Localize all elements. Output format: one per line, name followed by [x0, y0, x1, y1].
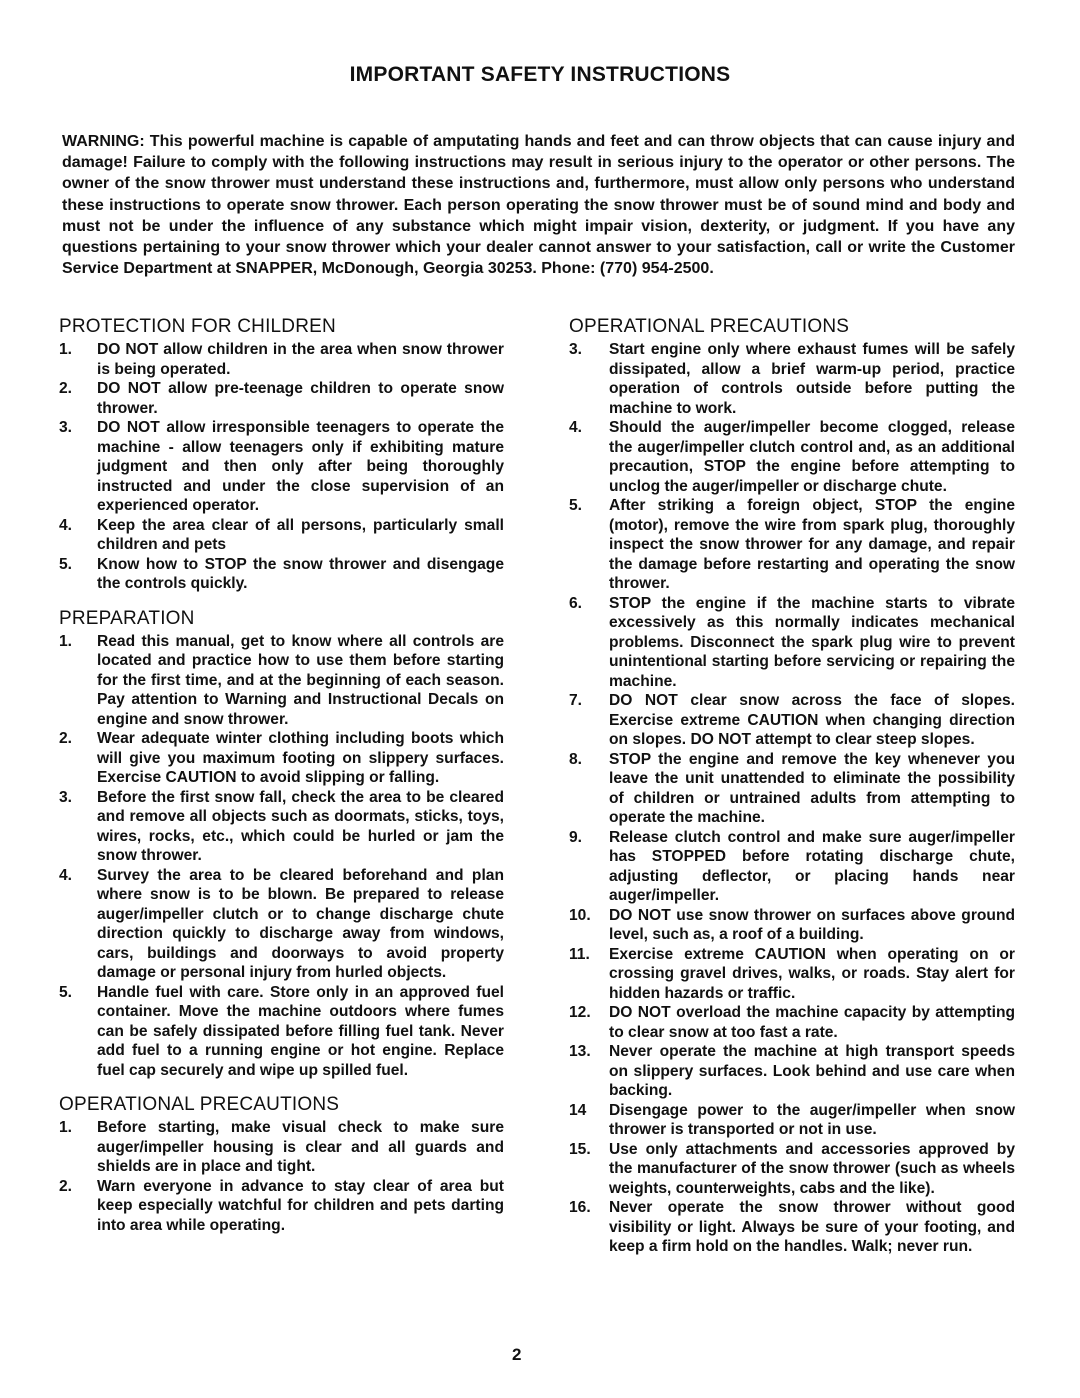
item-text: Warn everyone in advance to stay clear of area but keep especially watchful for children and pets darting into area while operating.: [97, 1177, 504, 1234]
item-number: 3.: [59, 788, 73, 806]
list-item: [59, 729, 504, 788]
item-number: 5.: [569, 497, 583, 514]
list-item: [569, 418, 1015, 496]
item-number: 1.: [59, 341, 73, 358]
item-number: 12.: [569, 1004, 591, 1021]
item-text: Disengage power to the auger/impeller when snow thrower is transported or not in use.: [609, 1101, 1015, 1138]
item-number: 4.: [569, 419, 583, 436]
item-number: 7.: [569, 692, 583, 709]
item-number: 3.: [59, 419, 73, 436]
item-number: 14: [569, 1101, 587, 1119]
item-number: 8.: [569, 750, 583, 768]
list-item: [569, 1101, 1015, 1140]
item-text: DO NOT allow irresponsible teenagers to operate the machine - allow teenagers only if exhibiting mature judgment and then only after being thoroughly instructed and under the close supervision of an experienced operator.: [97, 419, 504, 514]
left-column: [59, 316, 504, 1235]
item-text: Read this manual, get to know where all controls are located and practice how to use them before starting for the first time, and at the beginning of each season. Pay attention to Warning and Instructional Decals on engine and snow thrower.: [97, 632, 504, 728]
list-item: [59, 340, 504, 379]
list-item: [59, 788, 504, 866]
list-item: [569, 594, 1015, 692]
list-item: [59, 866, 504, 983]
item-number: 2.: [59, 730, 73, 747]
item-text: Wear adequate winter clothing including boots which will give you maximum footing on slippery surfaces. Exercise CAUTION to avoid slipping or falling.: [97, 730, 504, 786]
item-number: 5.: [59, 983, 73, 1001]
item-number: 13.: [569, 1043, 591, 1060]
list-item: [569, 945, 1015, 1004]
section-heading: PREPARATION: [59, 607, 195, 629]
section-operational-precautions-part-2: [569, 316, 1015, 1257]
list-item: [569, 750, 1015, 828]
list-item: [59, 516, 504, 555]
item-text: Handle fuel with care. Store only in an approved fuel container. Move the machine outdoors where fumes can be safely dissipated before filling fuel tank. Never add fuel to a running engine or hot engine. Replace fuel cap securely and wipe up spilled fuel.: [97, 983, 504, 1079]
warning-paragraph: WARNING: This powerful machine is capable of amputating hands and feet and can throw objects that can cause injury and damage! Failure to comply with the following instructions may result in serious injury to the operator or other persons. The owner of the snow thrower must understand these instructions and, furthermore, must allow only persons who understand these instructions to operate snow thrower. Each person operating the snow thrower must be of sound mind and body and must not be under the influence of any substance which might impair vision, dexterity, or judgment. If you have any questions pertaining to your snow thrower which your dealer cannot answer to your satisfaction, call or write the Customer Service Department at SNAPPER, McDonough, Georgia 30253. Phone: (770) 954-2500.: [62, 133, 1015, 278]
item-text: STOP the engine if the machine starts to vibrate excessively as this normally indicates mechanical problems. Disconnect the spark plug wire to prevent unintentional starting before servicing or repairing the machine.: [609, 594, 1015, 690]
list-item: [59, 1177, 504, 1236]
item-text: Never operate the snow thrower without good visibility or light. Always be sure of your footing, and keep a firm hold on the handles. Walk; never run.: [609, 1199, 1015, 1255]
item-text: DO NOT overload the machine capacity by attempting to clear snow at too fast a rate.: [609, 1004, 1015, 1041]
item-number: 16.: [569, 1199, 591, 1216]
item-number: 11.: [569, 945, 590, 963]
section-operational-precautions-part-1: [59, 1094, 504, 1235]
item-text: Release clutch control and make sure auger/impeller has STOPPED before rotating discharge chute, adjusting deflector, or placing hands near auger/impeller.: [609, 828, 1015, 904]
list-item: [59, 1118, 504, 1177]
item-text: Know how to STOP the snow thrower and disengage the controls quickly.: [97, 555, 504, 592]
section-heading: PROTECTION FOR CHILDREN: [59, 316, 336, 337]
item-number: 4.: [59, 516, 73, 534]
item-number: 4.: [59, 866, 73, 884]
instruction-list: [59, 632, 504, 1081]
item-text: DO NOT allow pre-teenage children to operate snow thrower.: [97, 380, 504, 417]
item-text: DO NOT clear snow across the face of slopes. Exercise extreme CAUTION when changing direction on slopes. DO NOT attempt to clear steep slopes.: [609, 692, 1015, 748]
section-preparation: [59, 608, 504, 1081]
item-number: 15.: [569, 1140, 591, 1158]
item-text: Start engine only where exhaust fumes will be safely dissipated, allow a brief warm-up period, practice operation of controls outside before putting the machine to work.: [609, 341, 1015, 417]
list-item: [569, 1003, 1015, 1042]
page-number: 2: [512, 1345, 522, 1364]
item-number: 2.: [59, 1177, 73, 1195]
list-item: [569, 691, 1015, 750]
page-title: IMPORTANT SAFETY INSTRUCTIONS: [349, 63, 731, 86]
item-text: DO NOT allow children in the area when snow thrower is being operated.: [97, 341, 504, 378]
item-number: 2.: [59, 380, 73, 397]
right-column: [569, 316, 1015, 1257]
section-heading: OPERATIONAL PRECAUTIONS: [569, 316, 850, 337]
item-text: DO NOT use snow thrower on surfaces above ground level, such as, a roof of a building.: [609, 906, 1015, 943]
instruction-list: [59, 1118, 504, 1235]
item-number: 1.: [59, 1119, 73, 1136]
item-text: Exercise extreme CAUTION when operating on or crossing gravel drives, walks, or roads. Stay alert for hidden hazards or traffic.: [609, 945, 1015, 1002]
item-text: Never operate the machine at high transport speeds on slippery surfaces. Look behind and use care when backing.: [609, 1043, 1015, 1099]
item-number: 6.: [569, 594, 583, 612]
list-item: [59, 379, 504, 418]
item-text: Keep the area clear of all persons, particularly small children and pets: [97, 516, 504, 553]
list-item: [569, 828, 1015, 906]
section-heading: OPERATIONAL PRECAUTIONS: [59, 1094, 340, 1115]
list-item: [59, 983, 504, 1081]
list-item: [59, 555, 504, 594]
list-item: [569, 1140, 1015, 1199]
instruction-list: [569, 340, 1015, 1257]
list-item: [569, 340, 1015, 418]
item-text: Should the auger/impeller become clogged, release the auger/impeller clutch control and, as an additional precaution, STOP the engine before attempting to unclog the auger/impeller or discharge chute.: [609, 419, 1015, 495]
list-item: [569, 906, 1015, 945]
item-number: 5.: [59, 555, 73, 573]
list-item: [569, 1198, 1015, 1257]
list-item: [569, 1042, 1015, 1101]
list-item: [59, 632, 504, 730]
item-text: Before starting, make visual check to make sure auger/impeller housing is clear and all guards and shields are in place and tight.: [97, 1119, 504, 1175]
list-item: [569, 496, 1015, 594]
item-number: 9.: [569, 828, 583, 846]
list-item: [59, 418, 504, 516]
section-protection-for-children: [59, 316, 504, 594]
item-text: Use only attachments and accessories approved by the manufacturer of the snow thrower (such as wheels weights, counterweights, cabs and the like).: [609, 1140, 1015, 1197]
item-text: Survey the area to be cleared beforehand and plan where snow is to be blown. Be prepared to release auger/impeller clutch or to change discharge chute direction quickly to discharge away from windows, cars, buildings and doorways to avoid property damage or personal injury from hurled objects.: [97, 866, 504, 981]
item-text: After striking a foreign object, STOP the engine (motor), remove the wire from spark plug, thoroughly inspect the snow thrower for any damage, and repair the damage before restarting and operating the snow thrower.: [609, 497, 1015, 592]
instruction-list: [59, 340, 504, 594]
item-number: 1.: [59, 632, 73, 650]
item-text: Before the first snow fall, check the area to be cleared and remove all objects such as doormats, sticks, toys, wires, rocks, etc., which could be hurled or jam the snow thrower.: [97, 788, 504, 864]
item-text: STOP the engine and remove the key whenever you leave the unit unattended to eliminate the possibility of children or untrained adults from attempting to operate the machine.: [609, 750, 1015, 826]
item-number: 3.: [569, 341, 583, 358]
item-number: 10.: [569, 906, 591, 924]
